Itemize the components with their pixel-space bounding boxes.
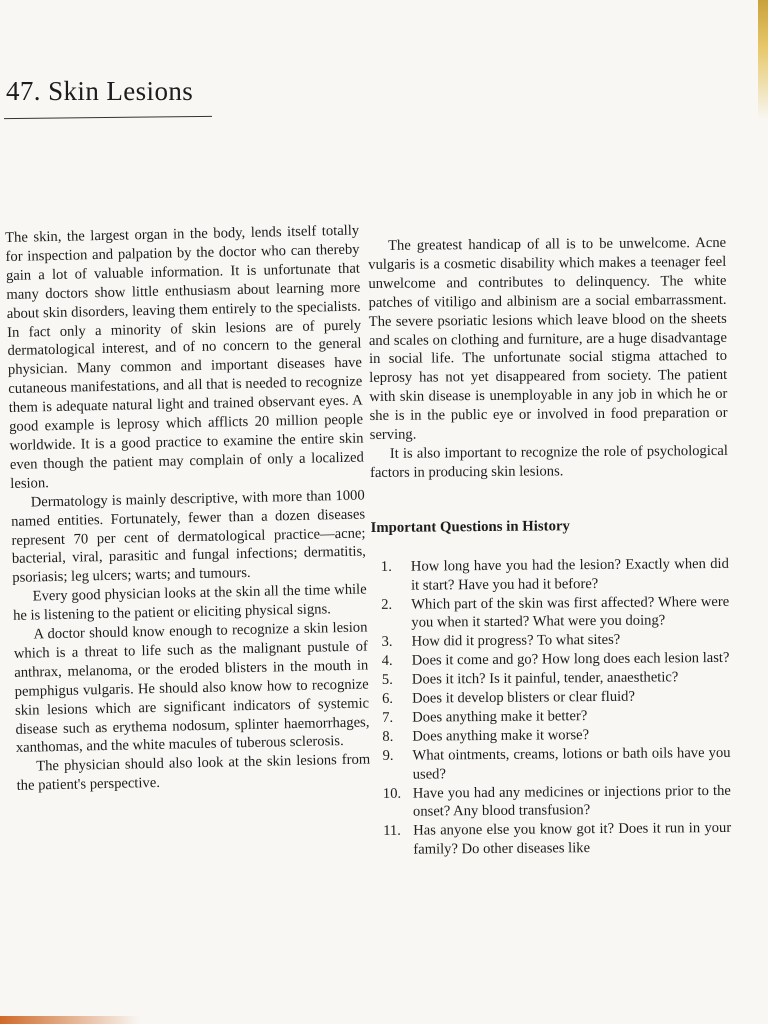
list-item (372, 744, 730, 785)
question-number: 2. (381, 596, 393, 613)
question-text: Does it itch? Is it painful, tender, anaesthetic? (411, 669, 679, 688)
question-number: 4. (381, 653, 393, 670)
question-number: 11. (383, 823, 401, 840)
chapter-number: 47. (6, 76, 41, 106)
section-heading: Important Questions in History (370, 518, 570, 536)
paragraph: It is also important to recognize the role of psychological factors in producing skin lesions. (369, 442, 728, 481)
question-text: Does it come and go? How long does each lesion last? (411, 650, 730, 669)
paragraph: The greatest handicap of all is to be unwelcome. Acne vulgaris is a cosmetic disability which makes a teenager feel unwelcome and contributes to delinquency. The white patches of vitiligo and albinism are a social embarrassment. The severe psoriatic lesions which leave blood on the sheets and scales on clothing and furniture, are a huge disadvantage in social life. The unfortunate social stigma attached to leprosy has not yet disappeared from society. The patient with skin disease is unemployable in any job in which he or she is in the public eye or involved in food preparation or serving. (368, 234, 728, 444)
question-number: 9. (382, 747, 394, 764)
question-number: 7. (382, 709, 394, 726)
list-item (371, 592, 729, 633)
paragraph: Dermatology is mainly descriptive, with more than 1000 named entities. Fortunately, fewer than a dozen diseases represent 70 per cent of dermatological practice—acne; bacterial, viral, parasitic and fungal infections; dermatitis, psoriasis; leg ulcers; warts; and tumours. (10, 487, 367, 587)
list-item (373, 781, 731, 822)
paragraph: A doctor should know enough to recognize a skin lesion which is a threat to life such as the malignant pustule of anthrax, melanoma, or the eroded blisters in the mouth in pemphigus vulgaris. He should also know how to recognize skin lesions which are significant indicators of systemic disease such as erythema nodosum, splinter haemorrhages, xanthomas, and the white macules of tuberous sclerosis. (13, 619, 370, 757)
question-number: 8. (382, 728, 394, 745)
history-questions-list (371, 555, 732, 861)
question-text: Does anything make it worse? (412, 726, 590, 745)
question-number: 6. (381, 690, 394, 707)
question-text: What ointments, creams, lotions or bath oils have you used? (412, 744, 731, 783)
question-number: 10. (382, 785, 402, 802)
paragraph: The physician should also look at the skin lesions from the patient's perspective. (16, 751, 371, 795)
list-item (371, 555, 729, 596)
question-text: Which part of the skin was first affected? Where were you when it started? What were you doing? (411, 593, 730, 632)
paragraph: Every good physician looks at the skin all the time while he is listening to the patient or eliciting physical signs. (12, 581, 367, 625)
question-number: 3. (381, 634, 393, 651)
chapter-title-text: Skin Lesions (48, 76, 194, 106)
bottom-edge-decoration (0, 1016, 140, 1024)
question-text: Has anyone else you know got it? Does it run in your family? Do other diseases like (413, 820, 732, 858)
question-number: 1. (380, 558, 392, 575)
question-number: 5. (381, 671, 393, 689)
chapter-title (6, 76, 193, 107)
paragraph: The skin, the largest organ in the body, lends itself totally for inspection and palpation by the doctor who can thereby gain a lot of valuable information. It is unfortunate that many doctors show little enthusiasm about learning more about skin disorders, leaving them entirely to the specialists. In fact only a minority of skin lesions are of purely dermatological interest, and of no concern to the general physician. Many common and important diseases have cutaneous manifestations, and all that is needed to recognize them is adequate natural light and trained observant eyes. A good example is leprosy which afflicts 20 million people worldwide. It is a good practice to examine the entire skin even though the patient may complain of only a localized lesion. (5, 222, 365, 492)
question-text: Have you had any medicines or injections prior to the onset? Any blood transfusion? (412, 782, 731, 821)
title-underline (4, 116, 212, 119)
list-item (373, 819, 731, 860)
question-text: How did it progress? To what sites? (411, 632, 621, 650)
question-text: Does anything make it better? (412, 708, 588, 726)
question-text: How long have you had the lesion? Exactly when did it start? Have you had it before? (410, 555, 729, 594)
page-edge-decoration (758, 0, 768, 120)
question-text: Does it develop blisters or clear fluid? (411, 688, 635, 707)
left-column (5, 222, 371, 796)
right-column (368, 234, 731, 860)
